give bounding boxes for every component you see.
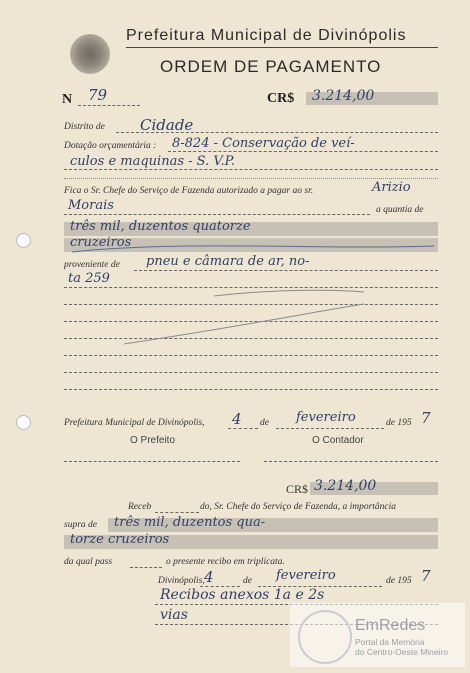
void-strokes: [64, 240, 444, 360]
watermark-subtitle: [355, 637, 448, 657]
section-separator-1: [64, 178, 438, 179]
origin-1: pneu e câmara de ar, no-: [146, 254, 310, 269]
quantia-label: a quantia de: [376, 205, 424, 215]
dotacao-label: Dotação orçamentária :: [64, 141, 157, 151]
watermark-subtitle-line-1: Portal da Memória: [355, 637, 425, 647]
receipt-year-digit: 7: [421, 567, 431, 585]
receb-text: do, Sr. Chefe do Serviço de Fazenda, a importância: [200, 502, 397, 512]
year-label: de 195: [386, 418, 412, 428]
number-label: N: [62, 92, 73, 107]
month-line: [276, 428, 384, 429]
amount-words-2: cruzeiros: [70, 235, 132, 250]
header-rule: [126, 47, 438, 48]
place-label: Prefeitura Municipal de Divinópolis,: [64, 418, 205, 428]
receb-line: [155, 512, 199, 513]
amount-label: CR$: [267, 91, 295, 106]
supra-label: supra de: [64, 520, 97, 530]
de-label-1: de: [260, 418, 269, 428]
distrito-label: Distrito de: [64, 122, 105, 132]
receipt-words-2: torze cruzeiros: [70, 532, 170, 547]
number-value: 79: [88, 86, 108, 104]
authorization-text: Fica o Sr. Chefe do Serviço de Fazenda autorizado a pagar ao sr.: [64, 186, 314, 196]
receipt-de-label-1: de: [243, 576, 252, 586]
punch-hole-top: [16, 233, 31, 248]
qual-line: [130, 567, 162, 568]
watermark-subtitle-line-2: do Centro-Oeste Mineiro: [355, 647, 449, 657]
coat-of-arms-seal: [70, 34, 110, 74]
watermark-title: EmRedes: [355, 617, 426, 634]
prefeito-signature-line: [64, 461, 240, 462]
dotacao-line-2: [64, 169, 438, 170]
order-month: fevereiro: [296, 410, 356, 425]
receipt-amount-label: CR$: [286, 482, 309, 496]
receipt-words-1: três mil, duzentos qua-: [114, 515, 266, 530]
amount-value: 3.214,00: [312, 88, 375, 104]
blank-line-6: [64, 389, 438, 390]
city-label: Divinópolis,: [158, 576, 205, 586]
contador-signature-line: [264, 461, 438, 462]
municipality-title: Prefeitura Municipal de Divinópolis: [126, 27, 407, 44]
payee-name-2: Morais: [68, 198, 114, 213]
contador-label: O Contador: [312, 435, 364, 446]
payee-line: [64, 214, 370, 215]
dotacao-line-1: [168, 151, 438, 152]
origin-2: ta 259: [68, 271, 110, 286]
punch-hole-bottom: [16, 415, 31, 430]
dotacao-value-2: culos e maquinas - S. V.P.: [70, 154, 235, 169]
number-line: [78, 105, 140, 106]
proveniente-label: proveniente de: [64, 260, 120, 270]
receipt-month: fevereiro: [276, 568, 336, 583]
amount-words-1: três mil, duzentos quatorze: [70, 219, 251, 234]
receb-label: Receb: [128, 502, 152, 512]
receipt-year-label: de 195: [386, 576, 412, 586]
receipt-amount-value: 3.214,00: [314, 478, 377, 494]
prefeito-label: O Prefeito: [130, 435, 176, 446]
emredes-logo-icon: [298, 610, 352, 664]
receipt-day: 4: [204, 568, 214, 586]
distrito-value: Cidade: [140, 116, 194, 134]
day-line: [228, 428, 258, 429]
receipt-note-2: vias: [160, 607, 188, 623]
order-day: 4: [232, 410, 242, 428]
dotacao-value-1: 8-824 - Conservação de veí-: [172, 136, 355, 151]
blank-line-5: [64, 372, 438, 373]
qual-text: o presente recibo em triplicata.: [166, 557, 285, 567]
receipt-note-1: Recibos anexos 1a e 2s: [160, 587, 325, 603]
qual-label: da qual pass: [64, 557, 113, 567]
payee-name-1: Arizio: [372, 180, 411, 195]
order-year-digit: 7: [421, 409, 431, 427]
document-type-title: ORDEM DE PAGAMENTO: [160, 57, 382, 76]
